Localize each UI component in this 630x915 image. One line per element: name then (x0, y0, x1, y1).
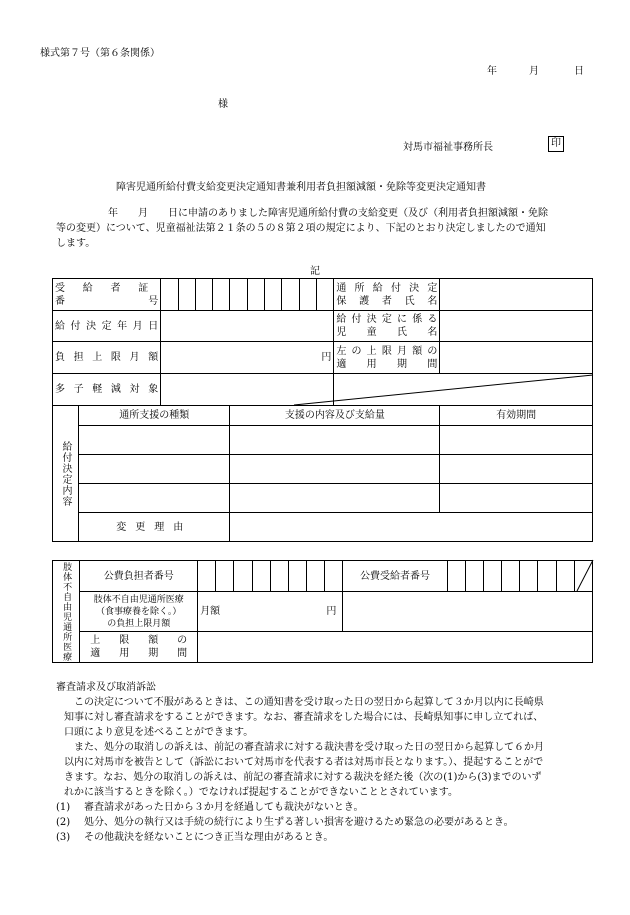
medical-limit-label: 肢体不自由児通所医療 （食事療養を除く。） の負担上限月額 (80, 592, 198, 632)
payer-digit[interactable] (198, 561, 216, 592)
list-item: (1) 審査請求があった日から３か月を経過しても裁決がないとき。 (56, 802, 364, 813)
content-vertical-label: 給付決定内容 (53, 406, 79, 542)
col-header-valid: 有効期間 (440, 406, 593, 426)
document-title: 障害児通所給付費支給変更決定通知書兼利用者負担額減額・免除等変更決定通知書 (116, 182, 486, 193)
recipient-digit[interactable] (574, 561, 592, 592)
payer-digit[interactable] (270, 561, 288, 592)
payer-digit[interactable] (325, 561, 343, 592)
list-item: (2) 処分、処分の執行又は手続の続行により生ずる著しい損害を避けるため緊急の必要があるとき。 (56, 817, 514, 828)
recipient-suffix: 様 (218, 99, 228, 110)
list-item: (3) その他裁決を経ないことにつき正当な理由があるとき。 (56, 832, 334, 843)
date-day: 日 (574, 66, 584, 77)
seal-mark: 印 (548, 136, 564, 152)
appeal-line: 口頭により意見を述べることができます。 (64, 727, 254, 738)
recipient-digit[interactable] (483, 561, 501, 592)
medical-vertical-label: 肢体不自由児通所医療 (53, 561, 80, 663)
appeal-list (56, 800, 596, 845)
multi-child-label: 多子軽減対象 (53, 374, 161, 406)
yen-unit: 円 (326, 606, 337, 617)
recipient-digit[interactable] (447, 561, 465, 592)
col-header-type: 通所支援の種類 (78, 406, 229, 426)
payer-digit[interactable] (307, 561, 325, 592)
form-number: 様式第７号（第６条関係） (40, 48, 160, 59)
monthly-label: 月額 (200, 606, 221, 617)
appeal-line: 以内に対馬市を被告として（訴訟において対馬市を代表する者は対馬市長となります。）、提起することがで (64, 757, 544, 768)
limit-period-label: 上限額の 適用期間 (80, 632, 198, 663)
appeal-heading: 審査請求及び取消訴訟 (56, 682, 156, 693)
appeal-line: きます。なお、処分の取消しの訴えは、前記の審査請求に対する裁決を経た後（次の(1)から(3)までのいず (64, 772, 542, 783)
intro-line: 等の変更）について、児童福祉法第２１条の５の８第２項の規定により、下記のとおり決定しましたので通知 (56, 223, 546, 234)
date-year: 年 (487, 66, 497, 77)
payer-digit[interactable] (288, 561, 306, 592)
payer-digit[interactable] (234, 561, 252, 592)
medical-limit-blank (343, 592, 593, 632)
appeal-line: また、処分の取消しの訴えは、前記の審査請求に対する裁決書を受け取った日の翌日から起算して６か月 (74, 742, 544, 753)
limit-monthly-label: 負担上限月額 (53, 342, 161, 374)
appeal-line: この決定について不服があるときは、この通知書を受け取った日の翌日から起算して３か月以内に長崎県 (74, 697, 544, 708)
recipient-digit[interactable] (520, 561, 538, 592)
intro-line: 年 月 日に申請のありました障害児通所給付費の支給変更（及び（利用者負担額減額・免除 (108, 208, 548, 219)
appeal-section (56, 680, 596, 845)
change-reason-label: 変更理由 (78, 513, 229, 542)
public-recipient-label: 公費受給者番号 (343, 561, 447, 592)
guardian-label: 通所給付決定 保護者氏名 (334, 279, 440, 311)
payer-digit[interactable] (216, 561, 234, 592)
recipient-digit[interactable] (465, 561, 483, 592)
child-label: 給付決定に係る 児童氏名 (334, 311, 440, 342)
sender-name: 対馬市福祉事務所長 (403, 142, 493, 153)
limit-period-field[interactable] (198, 632, 593, 663)
medical-table (52, 560, 593, 663)
col-header-content: 支援の内容及び支給量 (230, 406, 440, 426)
appeal-line: 知事に対し審査請求をすることができます。なお、審査請求をした場合には、長崎県知事に申し立てれば、 (64, 712, 544, 723)
decision-date-label: 給付決定年月日 (53, 311, 161, 342)
intro-line: します。 (56, 238, 96, 249)
date-month: 月 (529, 66, 539, 77)
period-label: 左の上限月額の 適用期間 (334, 342, 440, 374)
recipient-no-label: 受給者証 番号 (53, 279, 161, 311)
payer-digit[interactable] (252, 561, 270, 592)
ki-heading: 記 (310, 266, 320, 277)
yen-unit: 円 (321, 352, 332, 363)
recipient-digit[interactable] (502, 561, 520, 592)
recipient-digit[interactable] (538, 561, 556, 592)
recipient-digit[interactable] (556, 561, 574, 592)
public-payer-label: 公費負担者番号 (80, 561, 198, 592)
appeal-line: れかに該当するときを除く。）でなければ提起することができないこととされています。 (64, 787, 458, 798)
medical-limit-field[interactable] (198, 592, 343, 632)
